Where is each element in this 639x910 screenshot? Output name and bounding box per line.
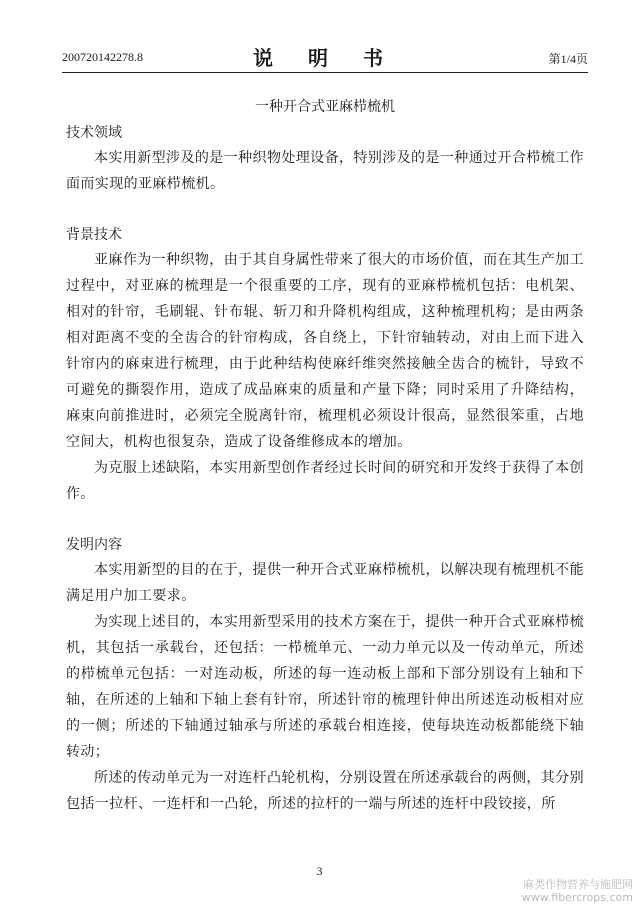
paragraph: 所述的传动单元为一对连杆凸轮机构，分别设置在所述承载台的两侧，其分别包括一拉杆、一连杆和一凸轮，所述的拉杆的一端与所述的连杆中段铰接，所 — [66, 770, 584, 812]
invention-title: 一种开合式亚麻栉梳机 — [255, 99, 395, 115]
site-watermark — [522, 878, 633, 904]
application-number: 200720142278.8 — [62, 50, 143, 64]
paragraph: 为克服上述缺陷，本实用新型创作者经过长时间的研究和开发终于获得了本创作。 — [66, 460, 584, 502]
watermark-url: www.fibercrops.com — [521, 891, 633, 904]
section-heading-summary: 发明内容 — [66, 537, 122, 553]
paragraph: 为实现上述目的，本实用新型采用的技术方案在于，提供一种开合式亚麻栉梳机，其包括一承载台，还包括：一栉梳单元、一动力单元以及一传动单元，所述的栉梳单元包括：一对连动板，所述的每一连动板上部和下部分别设有上轴和下轴，在所述的上轴和下轴上套有针帘，所述针帘的梳理针伸出所述连动板相对应的一侧；所述的下轴通过轴承与所述的承载台相连接，使每块连动板都能绕下轴转动； — [66, 614, 584, 760]
header-divider — [62, 72, 588, 73]
spacer — [66, 197, 584, 223]
document-body — [66, 95, 584, 817]
paragraph: 本实用新型的目的在于，提供一种开合式亚麻栉梳机，以解决现有梳理机不能满足用户加工要求。 — [66, 562, 584, 604]
section-heading-background: 背景技术 — [66, 227, 122, 243]
watermark-site-name: 麻类作物营养与施肥网 — [523, 878, 633, 891]
paragraph: 本实用新型涉及的是一种织物处理设备，特别涉及的是一种通过开合栉梳工作面而实现的亚麻栉梳机。 — [66, 150, 584, 192]
document-type-title: 说 明 书 — [253, 46, 397, 70]
page-header — [62, 42, 588, 72]
spacer — [66, 507, 584, 533]
page-indicator: 第1/4页 — [548, 52, 588, 66]
paragraph: 亚麻作为一种织物，由于其自身属性带来了很大的市场价值，而在其生产加工过程中，对亚麻的梳理是一个很重要的工序，现有的亚麻栉梳机包括：电机架、相对的针帘，毛刷辊、针布辊、斩刀和升降机构组成，这种梳理机构；是由两条相对距离不变的全齿合的针帘构成，各自绕上，下针帘轴转动，对由上而下进入针帘内的麻束进行梳理，由于此种结构使麻纤维突然接触全齿合的梳针，导致不可避免的撕裂作用，造成了成品麻束的质量和产量下降；同时采用了升降结构，麻束向前推进时，必须完全脱离针帘，梳理机必须设计很高，显然很笨重，占地空间大，机构也很复杂，造成了设备维修成本的增加。 — [66, 252, 584, 450]
section-heading-technical-field: 技术领域 — [66, 125, 122, 141]
page-number: 3 — [316, 864, 323, 878]
